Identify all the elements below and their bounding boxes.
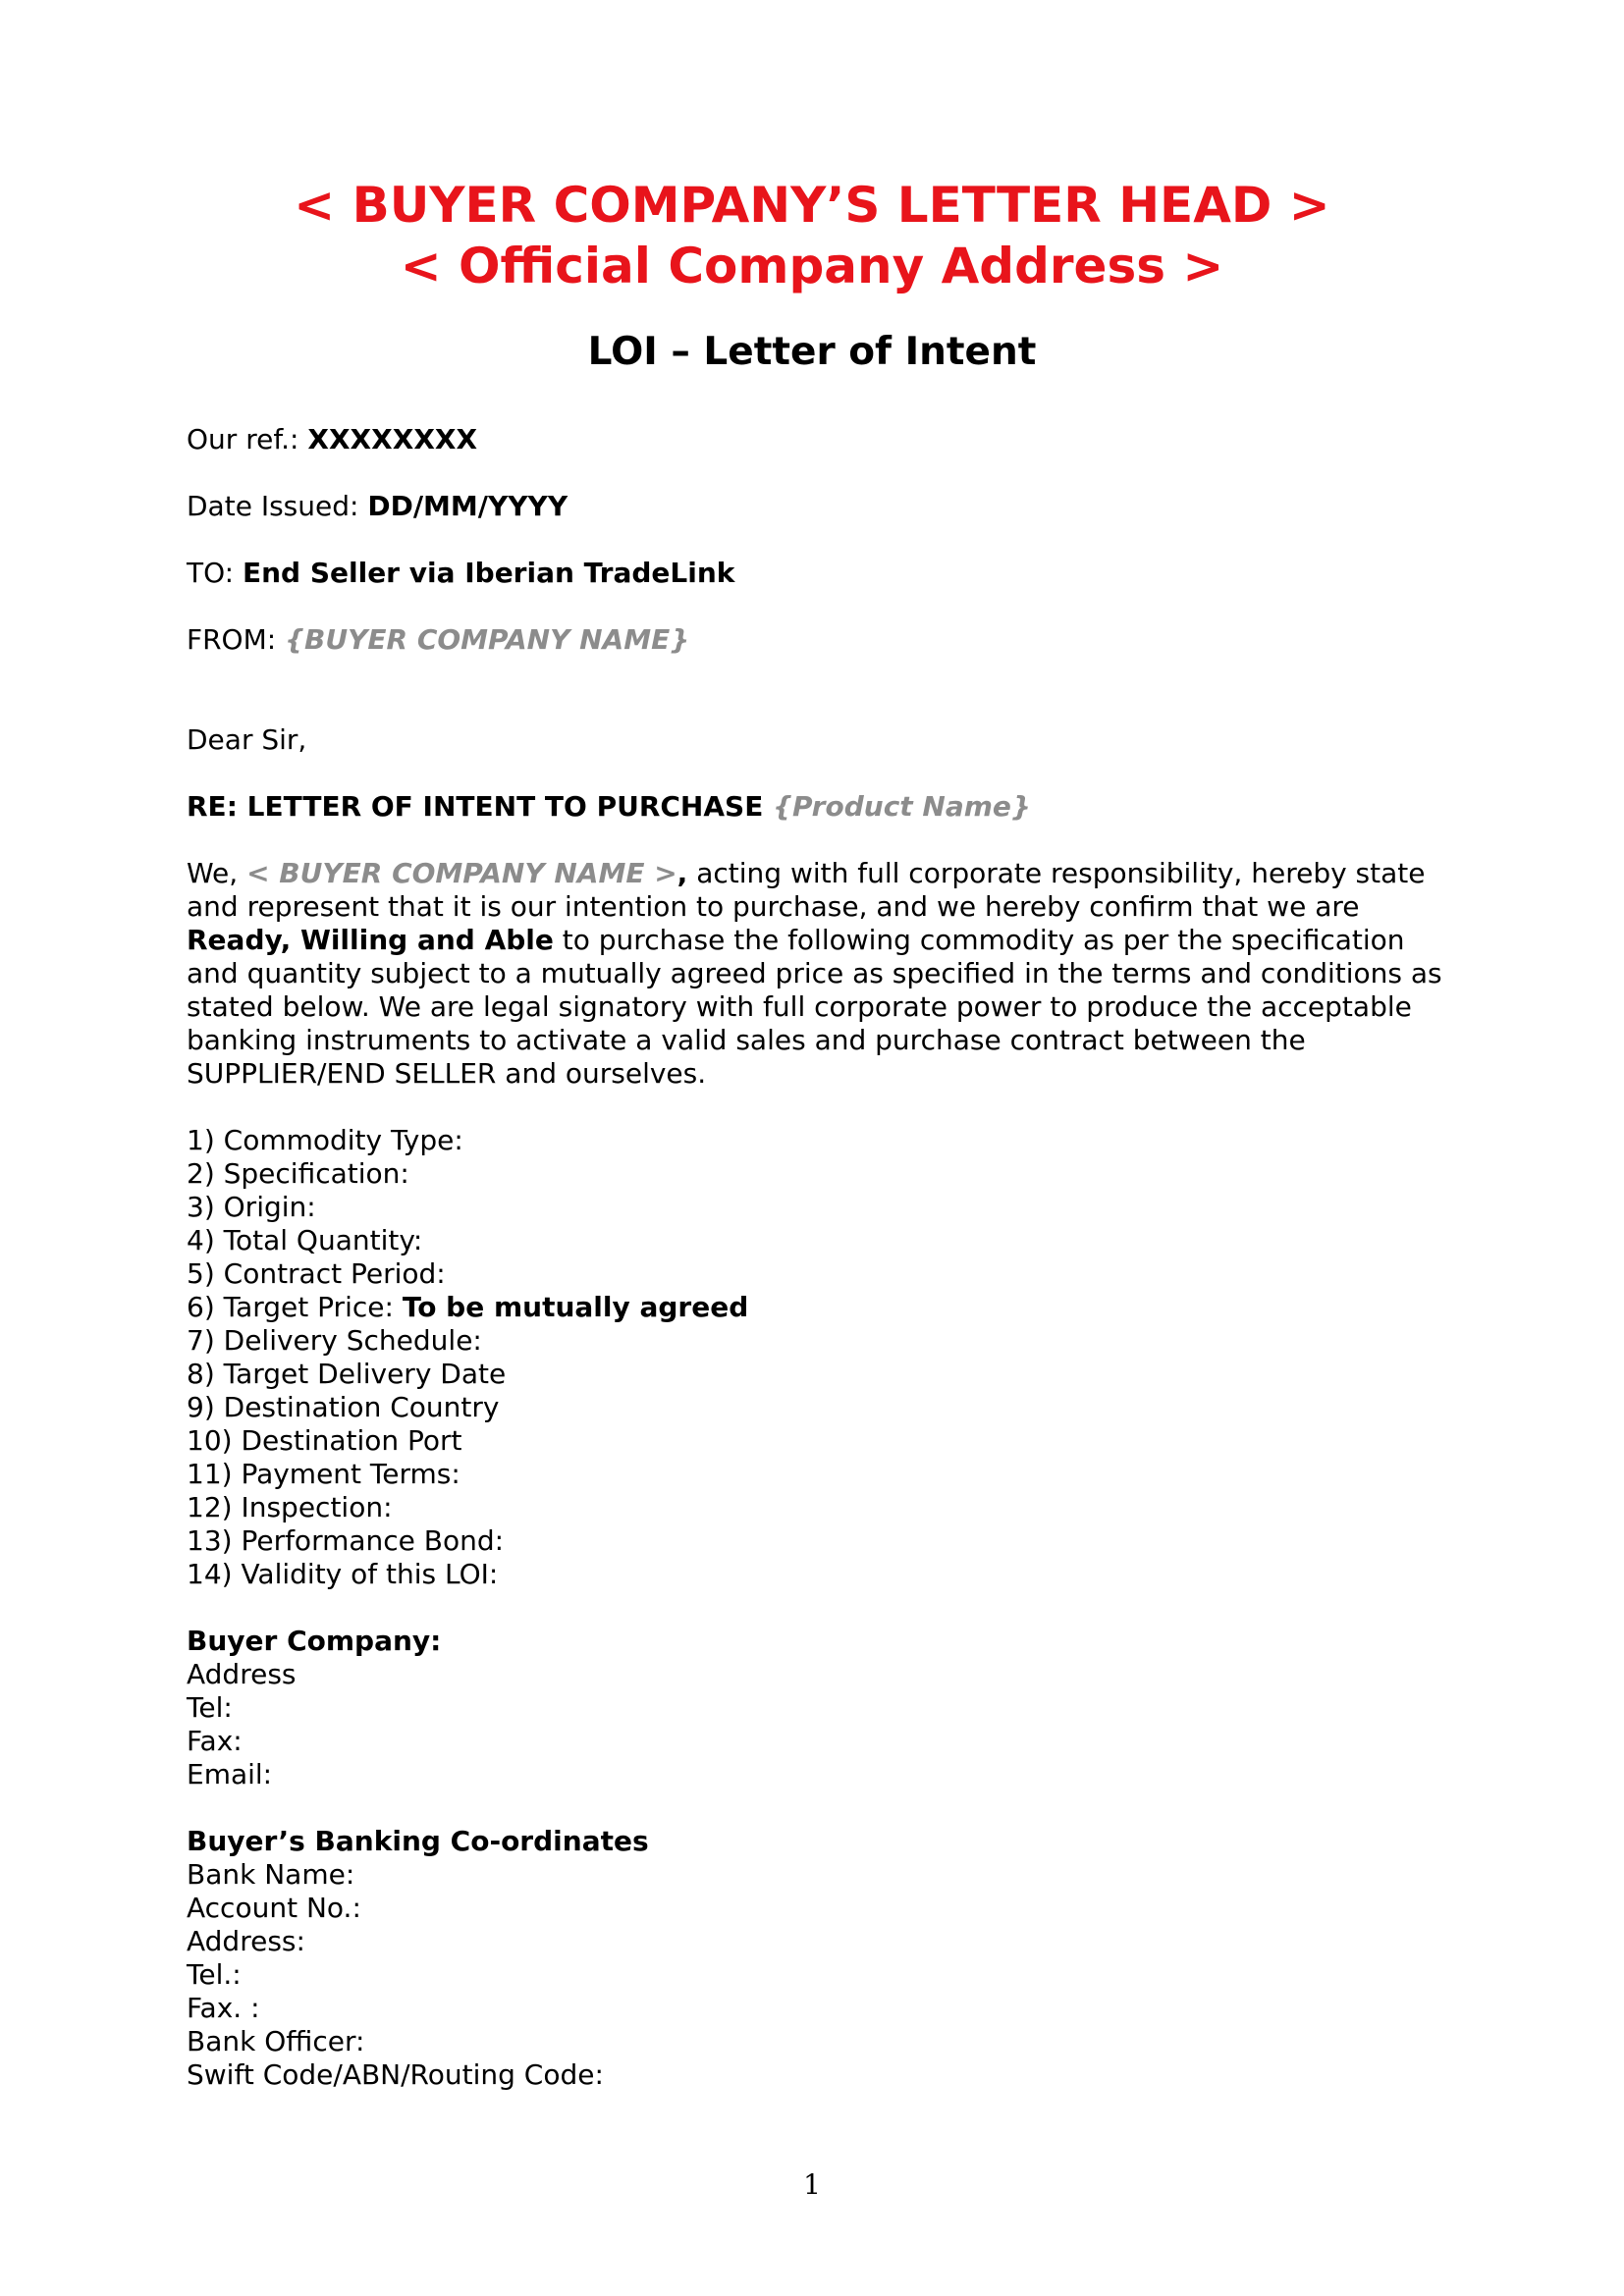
banking-heading: Buyer’s Banking Co-ordinates — [187, 1825, 649, 1857]
term-item: 5) Contract Period: — [187, 1257, 446, 1290]
date-line — [187, 490, 1463, 523]
page-number: 1 — [803, 2168, 821, 2201]
letterhead-company: < BUYER COMPANY’S LETTER HEAD > — [294, 177, 1330, 234]
buyer-field: Tel: — [187, 1691, 233, 1724]
buyer-field: Address — [187, 1658, 297, 1690]
intro-paragraph — [187, 857, 1463, 1091]
banking-field: Account No.: — [187, 1892, 361, 1924]
term-item: 8) Target Delivery Date — [187, 1358, 507, 1390]
term-label: 6) Target Price: — [187, 1291, 403, 1323]
term-item: 13) Performance Bond: — [187, 1524, 505, 1557]
banking-field: Swift Code/ABN/Routing Code: — [187, 2058, 604, 2091]
intro-emphasis: Ready, Willing and Able — [187, 924, 554, 956]
salutation: Dear Sir, — [187, 723, 307, 756]
to-label: TO: — [187, 557, 243, 589]
term-item: 11) Payment Terms: — [187, 1458, 460, 1490]
reference-line — [187, 423, 1463, 456]
ref-value: XXXXXXXX — [307, 423, 478, 455]
intro-text-1: acting with full corporate responsibility, hereby state and represent that it is our intention to purchase, and we hereby confirm that we are — [187, 857, 1426, 923]
subject-label: RE: LETTER OF INTENT TO PURCHASE — [187, 790, 774, 823]
term-item: 3) Origin: — [187, 1191, 316, 1223]
term-item: 1) Commodity Type: — [187, 1124, 463, 1156]
date-label: Date Issued: — [187, 490, 368, 522]
term-item: 12) Inspection: — [187, 1491, 393, 1523]
subject-line — [187, 790, 1463, 824]
term-item: 7) Delivery Schedule: — [187, 1324, 482, 1357]
terms-list — [187, 1124, 748, 1591]
buyer-company-block — [187, 1625, 441, 1791]
buyer-company-heading: Buyer Company: — [187, 1625, 442, 1657]
banking-block — [187, 1825, 649, 2092]
banking-field: Bank Name: — [187, 1858, 355, 1891]
to-line — [187, 557, 1463, 590]
from-label: FROM: — [187, 623, 286, 656]
term-item-target-price — [187, 1291, 748, 1324]
buyer-field: Fax: — [187, 1725, 243, 1757]
term-item: 14) Validity of this LOI: — [187, 1558, 499, 1590]
banking-field: Tel.: — [187, 1958, 242, 1991]
intro-text-2: to purchase the following commodity as per the specification and quantity subject to a mutually agreed price as specified in the terms and conditions as stated below. We are legal signatory with full corporate power to produce the acceptable banking instruments to activate a valid sales and purchase contract between the SUPPLIER/END SELLER and ourselves. — [187, 924, 1442, 1090]
term-item: 9) Destination Country — [187, 1391, 500, 1423]
to-value: End Seller via Iberian TradeLink — [242, 557, 735, 589]
banking-field: Bank Officer: — [187, 2025, 365, 2057]
from-line — [187, 623, 1463, 657]
subject-product: {Product Name} — [773, 790, 1031, 823]
intro-we: We, — [187, 857, 247, 889]
banking-field: Address: — [187, 1925, 305, 1957]
banking-field: Fax. : — [187, 1992, 260, 2024]
term-item: 4) Total Quantity: — [187, 1224, 423, 1256]
letterhead-address: < Official Company Address > — [400, 238, 1224, 294]
intro-comma: , — [677, 857, 688, 889]
date-value: DD/MM/YYYY — [367, 490, 568, 522]
target-price-value: To be mutually agreed — [402, 1291, 749, 1323]
ref-label: Our ref.: — [187, 423, 308, 455]
buyer-field: Email: — [187, 1758, 273, 1790]
from-value: {BUYER COMPANY NAME} — [285, 623, 690, 656]
intro-company: < BUYER COMPANY NAME > — [246, 857, 677, 889]
term-item: 10) Destination Port — [187, 1424, 462, 1457]
term-item: 2) Specification: — [187, 1157, 409, 1190]
letterhead — [0, 175, 1624, 296]
document-title: LOI – Letter of Intent — [587, 330, 1037, 374]
